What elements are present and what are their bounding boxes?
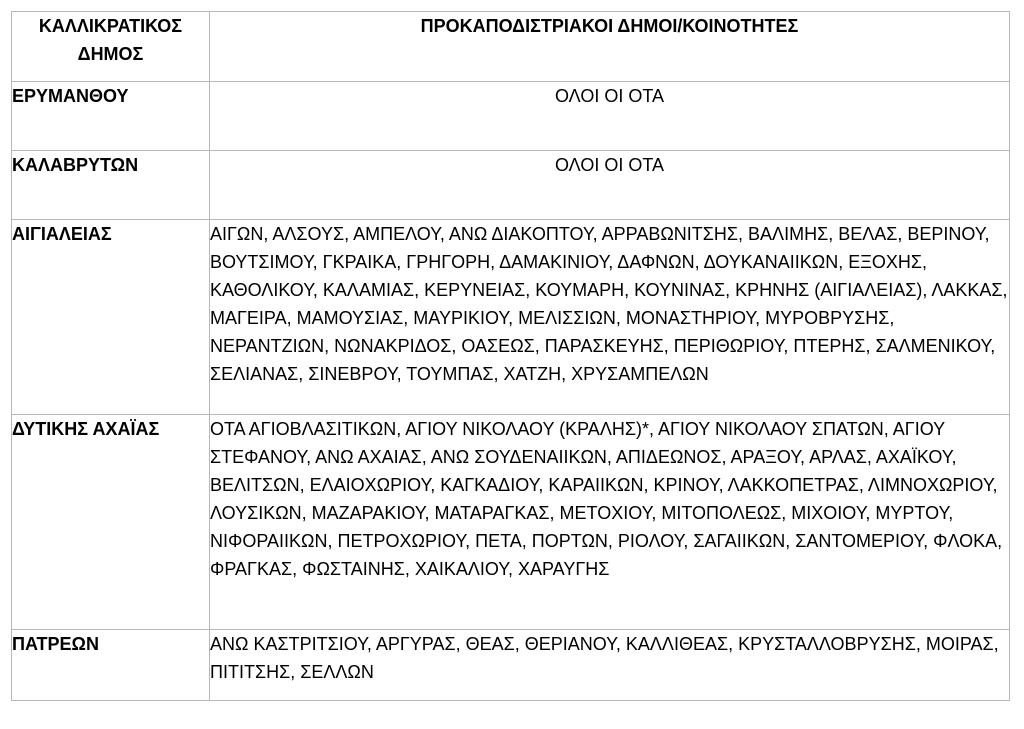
municipalities-table: [11, 11, 1010, 701]
municipality-entities: ΟΤΑ ΑΓΙΟΒΛΑΣΙΤΙΚΩΝ, ΑΓΙΟΥ ΝΙΚΟΛΑΟΥ (ΚΡΑΛΗΣ)*, ΑΓΙΟΥ ΝΙΚΟΛΑΟΥ ΣΠΑΤΩΝ, ΑΓΙΟΥ ΣΤΕΦΑΝΟΥ, ΑΝΩ ΑΧΑΙΑΣ, ΑΝΩ ΣΟΥΔΕΝΑΙΙΚΩΝ, ΑΠΙΔΕΩΝΟΣ, ΑΡΑΞΟΥ, ΑΡΛΑΣ, ΑΧΑΪΚΟΥ, ΒΕΛΙΤΣΩΝ, ΕΛΑΙΟΧΩΡΙΟΥ, ΚΑΓΚΑΔΙΟΥ, ΚΑΡΑΙΙΚΩΝ, ΚΡΙΝΟΥ, ΛΑΚΚΟΠΕΤΡΑΣ, ΛΙΜΝΟΧΩΡΙΟΥ, ΛΟΥΣΙΚΩΝ, ΜΑΖΑΡΑΚΙΟΥ, ΜΑΤΑΡΑΓΚΑΣ, ΜΕΤΟΧΙΟΥ, ΜΙΤΟΠΟΛΕΩΣ, ΜΙΧΟΙΟΥ, ΜΥΡΤΟΥ, ΝΙΦΟΡΑΙΙΚΩΝ, ΠΕΤΡΟΧΩΡΙΟΥ, ΠΕΤΑ, ΠΟΡΤΩΝ, ΡΙΟΛΟΥ, ΣΑΓΑΙΙΚΩΝ, ΣΑΝΤΟΜΕΡΙΟΥ, ΦΛΟΚΑ, ΦΡΑΓΚΑΣ, ΦΩΣΤΑΙΝΗΣ, ΧΑΙΚΑΛΙΟΥ, ΧΑΡΑΥΓΗΣ: [210, 415, 1010, 630]
municipality-entities: ΑΙΓΩΝ, ΑΛΣΟΥΣ, ΑΜΠΕΛΟΥ, ΑΝΩ ΔΙΑΚΟΠΤΟΥ, ΑΡΡΑΒΩΝΙΤΣΗΣ, ΒΑΛΙΜΗΣ, ΒΕΛΑΣ, ΒΕΡΙΝΟΥ, ΒΟΥΤΣΙΜΟΥ, ΓΚΡΑΙΚΑ, ΓΡΗΓΟΡΗ, ΔΑΜΑΚΙΝΙΟΥ, ΔΑΦΝΩΝ, ΔΟΥΚΑΝΑΙΙΚΩΝ, ΕΞΟΧΗΣ, ΚΑΘΟΛΙΚΟΥ, ΚΑΛΑΜΙΑΣ, ΚΕΡΥΝΕΙΑΣ, ΚΟΥΜΑΡΗ, ΚΟΥΝΙΝΑΣ, ΚΡΗΝΗΣ (ΑΙΓΙΑΛΕΙΑΣ), ΛΑΚΚΑΣ, ΜΑΓΕΙΡΑ, ΜΑΜΟΥΣΙΑΣ, ΜΑΥΡΙΚΙΟΥ, ΜΕΛΙΣΣΙΩΝ, ΜΟΝΑΣΤΗΡΙΟΥ, ΜΥΡΟΒΡΥΣΗΣ, ΝΕΡΑΝΤΖΙΩΝ, ΝΩΝΑΚΡΙΔΟΣ, ΟΑΣΕΩΣ, ΠΑΡΑΣΚΕΥΗΣ, ΠΕΡΙΘΩΡΙΟΥ, ΠΤΕΡΗΣ, ΣΑΛΜΕΝΙΚΟΥ, ΣΕΛΙΑΝΑΣ, ΣΙΝΕΒΡΟΥ, ΤΟΥΜΠΑΣ, ΧΑΤΖΗ, ΧΡΥΣΑΜΠΕΛΩΝ: [210, 220, 1010, 415]
table-row: [12, 415, 1010, 630]
municipality-name: ΚΑΛΑΒΡΥΤΩΝ: [12, 151, 210, 220]
municipality-entities: ΟΛΟΙ ΟΙ ΟΤΑ: [210, 82, 1010, 151]
header-prokapodistriakoi-dimoi: ΠΡΟΚΑΠΟΔΙΣΤΡΙΑΚΟΙ ΔΗΜΟΙ/ΚΟΙΝΟΤΗΤΕΣ: [210, 12, 1010, 82]
municipality-entities: ΟΛΟΙ ΟΙ ΟΤΑ: [210, 151, 1010, 220]
table-row: [12, 82, 1010, 151]
municipality-name: ΠΑΤΡΕΩΝ: [12, 630, 210, 701]
header-row: [12, 12, 1010, 82]
table-row: [12, 220, 1010, 415]
municipality-entities: ΑΝΩ ΚΑΣΤΡΙΤΣΙΟΥ, ΑΡΓΥΡΑΣ, ΘΕΑΣ, ΘΕΡΙΑΝΟΥ, ΚΑΛΛΙΘΕΑΣ, ΚΡΥΣΤΑΛΛΟΒΡΥΣΗΣ, ΜΟΙΡΑΣ, ΠΙΤΙΤΣΗΣ, ΣΕΛΛΩΝ: [210, 630, 1010, 701]
header-kallikratikos-dimos: ΚΑΛΛΙΚΡΑΤΙΚΟΣ ΔΗΜΟΣ: [12, 12, 210, 82]
table-row: [12, 151, 1010, 220]
table-row: [12, 630, 1010, 701]
municipality-name: ΑΙΓΙΑΛΕΙΑΣ: [12, 220, 210, 415]
municipality-name: ΕΡΥΜΑΝΘΟΥ: [12, 82, 210, 151]
municipality-name: ΔΥΤΙΚΗΣ ΑΧΑΪΑΣ: [12, 415, 210, 630]
